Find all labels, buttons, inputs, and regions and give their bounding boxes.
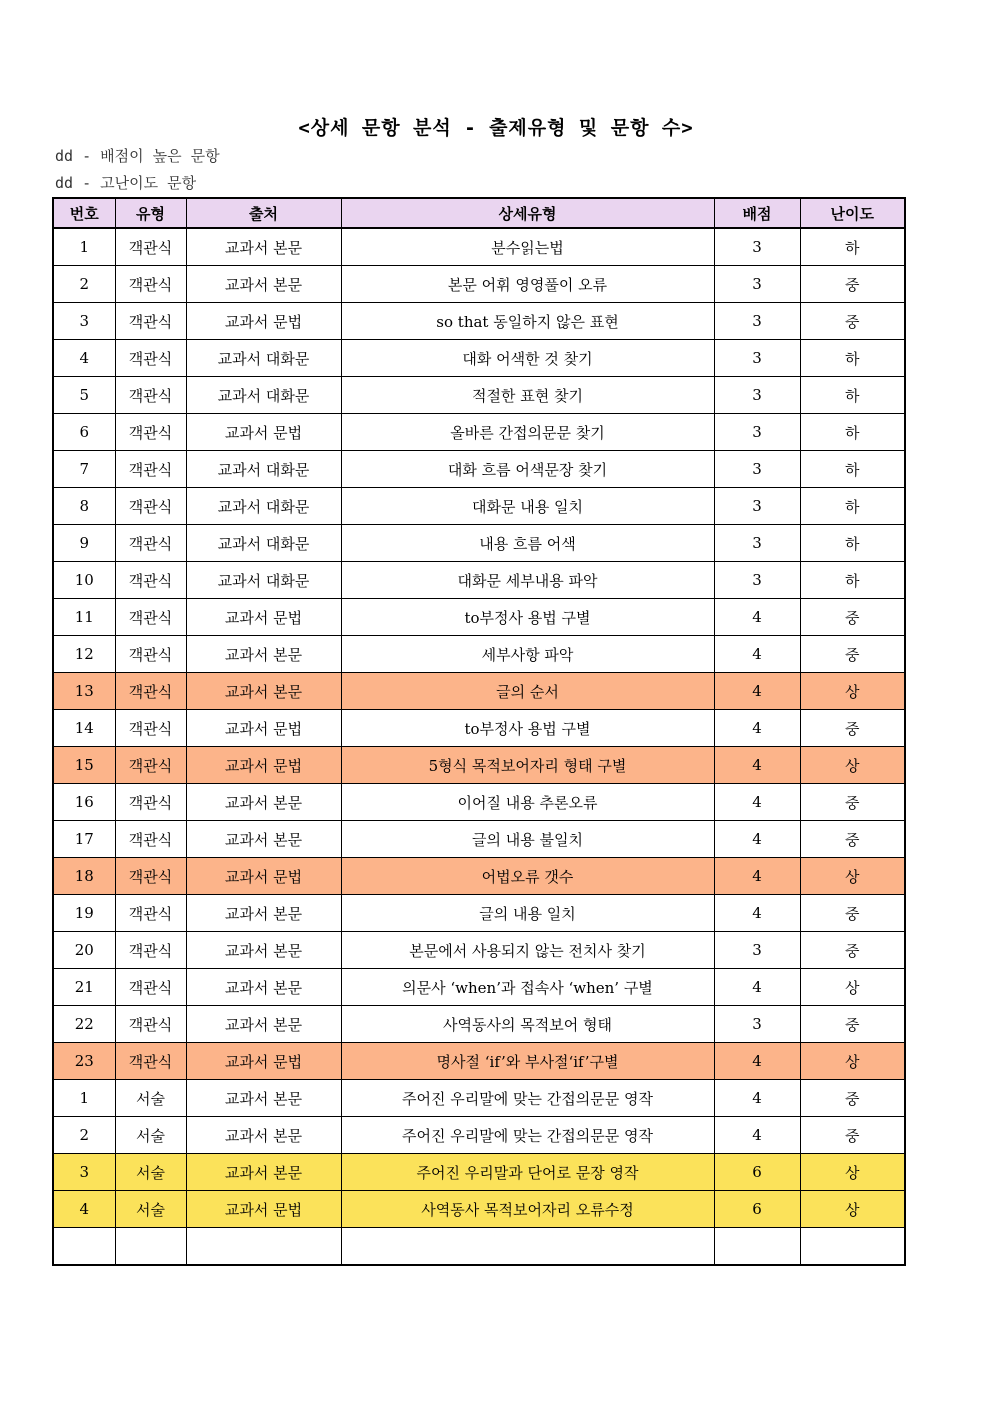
- cell-detail-type: 사역동사 목적보어자리 오류수정: [341, 1191, 714, 1228]
- cell-difficulty: 중: [800, 932, 905, 969]
- cell-source: 교과서 본문: [186, 1080, 341, 1117]
- cell-score: 6: [714, 1191, 800, 1228]
- table-row: [53, 895, 905, 932]
- cell-source: 교과서 대화문: [186, 377, 341, 414]
- cell-difficulty: 중: [800, 821, 905, 858]
- cell-source: 교과서 대화문: [186, 488, 341, 525]
- cell-detail-type: to부정사 용법 구별: [341, 599, 714, 636]
- cell-number: 1: [53, 228, 115, 266]
- table-row: [53, 1006, 905, 1043]
- cell-difficulty: 하: [800, 228, 905, 266]
- cell-detail-type: 본문 어휘 영영풀이 오류: [341, 266, 714, 303]
- cell-score: 3: [714, 303, 800, 340]
- cell-difficulty: 상: [800, 969, 905, 1006]
- cell-source: 교과서 본문: [186, 673, 341, 710]
- cell-number: 18: [53, 858, 115, 895]
- cell-source: 교과서 문법: [186, 1191, 341, 1228]
- cell-number: 13: [53, 673, 115, 710]
- table-row: [53, 488, 905, 525]
- header-source: 출처: [186, 198, 341, 228]
- table-row: [53, 377, 905, 414]
- legend-high-difficulty: dd - 고난이도 문항: [55, 174, 197, 192]
- cell-type: 서술: [115, 1117, 186, 1154]
- table-row: [53, 562, 905, 599]
- cell-type: [115, 1228, 186, 1266]
- cell-number: [53, 1228, 115, 1266]
- cell-score: 6: [714, 1154, 800, 1191]
- cell-number: 1: [53, 1080, 115, 1117]
- table-row: [53, 599, 905, 636]
- cell-score: 3: [714, 414, 800, 451]
- header-detail-type: 상세유형: [341, 198, 714, 228]
- cell-type: 서술: [115, 1154, 186, 1191]
- cell-detail-type: 글의 순서: [341, 673, 714, 710]
- cell-score: 3: [714, 451, 800, 488]
- cell-detail-type: 적절한 표현 찾기: [341, 377, 714, 414]
- cell-detail-type: 대화 흐름 어색문장 찾기: [341, 451, 714, 488]
- table-row: [53, 1154, 905, 1191]
- cell-detail-type: so that 동일하지 않은 표현: [341, 303, 714, 340]
- table-header-row: [53, 198, 905, 228]
- cell-source: 교과서 본문: [186, 784, 341, 821]
- cell-type: 객관식: [115, 710, 186, 747]
- cell-difficulty: 하: [800, 414, 905, 451]
- cell-score: 4: [714, 1117, 800, 1154]
- cell-source: 교과서 문법: [186, 414, 341, 451]
- cell-detail-type: 올바른 간접의문문 찾기: [341, 414, 714, 451]
- cell-detail-type: [341, 1228, 714, 1266]
- cell-number: 2: [53, 266, 115, 303]
- cell-source: 교과서 문법: [186, 599, 341, 636]
- cell-score: 3: [714, 340, 800, 377]
- cell-number: 2: [53, 1117, 115, 1154]
- cell-detail-type: 5형식 목적보어자리 형태 구별: [341, 747, 714, 784]
- cell-type: 객관식: [115, 969, 186, 1006]
- cell-source: 교과서 본문: [186, 895, 341, 932]
- cell-number: 9: [53, 525, 115, 562]
- cell-difficulty: 중: [800, 636, 905, 673]
- cell-type: 서술: [115, 1191, 186, 1228]
- cell-difficulty: 상: [800, 1191, 905, 1228]
- table-row: [53, 710, 905, 747]
- cell-type: 객관식: [115, 636, 186, 673]
- table-row: [53, 1228, 905, 1266]
- cell-score: 4: [714, 599, 800, 636]
- cell-difficulty: 중: [800, 303, 905, 340]
- cell-source: 교과서 문법: [186, 747, 341, 784]
- cell-difficulty: 상: [800, 1154, 905, 1191]
- cell-detail-type: 대화문 내용 일치: [341, 488, 714, 525]
- table-row: [53, 747, 905, 784]
- cell-detail-type: 분수읽는법: [341, 228, 714, 266]
- cell-type: 객관식: [115, 932, 186, 969]
- cell-type: 객관식: [115, 1006, 186, 1043]
- cell-detail-type: 어법오류 갯수: [341, 858, 714, 895]
- cell-difficulty: 중: [800, 895, 905, 932]
- cell-type: 객관식: [115, 673, 186, 710]
- cell-source: 교과서 본문: [186, 1154, 341, 1191]
- cell-source: 교과서 본문: [186, 1117, 341, 1154]
- cell-type: 객관식: [115, 821, 186, 858]
- cell-detail-type: 이어질 내용 추론오류: [341, 784, 714, 821]
- cell-number: 22: [53, 1006, 115, 1043]
- table-row: [53, 1043, 905, 1080]
- header-number: 번호: [53, 198, 115, 228]
- cell-score: 3: [714, 562, 800, 599]
- cell-type: 객관식: [115, 488, 186, 525]
- cell-source: 교과서 본문: [186, 228, 341, 266]
- cell-score: 4: [714, 858, 800, 895]
- cell-type: 객관식: [115, 303, 186, 340]
- cell-source: 교과서 대화문: [186, 525, 341, 562]
- cell-source: 교과서 본문: [186, 969, 341, 1006]
- cell-type: 객관식: [115, 784, 186, 821]
- cell-number: 14: [53, 710, 115, 747]
- cell-source: 교과서 본문: [186, 1006, 341, 1043]
- legend-high-score: dd - 배점이 높은 문항: [55, 147, 220, 165]
- table-row: [53, 636, 905, 673]
- cell-number: 5: [53, 377, 115, 414]
- cell-score: 3: [714, 525, 800, 562]
- cell-score: 3: [714, 266, 800, 303]
- table-row: [53, 525, 905, 562]
- page-title: <상세 문항 분석 - 출제유형 및 문항 수>: [298, 117, 694, 139]
- cell-source: 교과서 문법: [186, 710, 341, 747]
- table-row: [53, 303, 905, 340]
- cell-source: 교과서 본문: [186, 821, 341, 858]
- header-score: 배점: [714, 198, 800, 228]
- cell-score: 3: [714, 377, 800, 414]
- cell-score: [714, 1228, 800, 1266]
- cell-type: 객관식: [115, 266, 186, 303]
- cell-score: 3: [714, 488, 800, 525]
- cell-difficulty: 하: [800, 562, 905, 599]
- cell-type: 객관식: [115, 525, 186, 562]
- cell-number: 15: [53, 747, 115, 784]
- cell-type: 객관식: [115, 340, 186, 377]
- cell-detail-type: 세부사항 파악: [341, 636, 714, 673]
- cell-difficulty: 하: [800, 488, 905, 525]
- cell-difficulty: 중: [800, 1006, 905, 1043]
- cell-difficulty: 상: [800, 747, 905, 784]
- cell-difficulty: [800, 1228, 905, 1266]
- cell-type: 객관식: [115, 414, 186, 451]
- table-row: [53, 858, 905, 895]
- cell-score: 4: [714, 1080, 800, 1117]
- cell-score: 4: [714, 969, 800, 1006]
- cell-difficulty: 상: [800, 1043, 905, 1080]
- cell-number: 3: [53, 1154, 115, 1191]
- table-row: [53, 266, 905, 303]
- table-row: [53, 784, 905, 821]
- cell-difficulty: 중: [800, 1080, 905, 1117]
- cell-detail-type: 주어진 우리말과 단어로 문장 영작: [341, 1154, 714, 1191]
- cell-detail-type: 글의 내용 불일치: [341, 821, 714, 858]
- cell-number: 23: [53, 1043, 115, 1080]
- cell-number: 7: [53, 451, 115, 488]
- question-analysis-table: [52, 197, 906, 1266]
- cell-difficulty: 하: [800, 340, 905, 377]
- cell-detail-type: 주어진 우리말에 맞는 간접의문문 영작: [341, 1080, 714, 1117]
- table-row: [53, 451, 905, 488]
- cell-type: 객관식: [115, 858, 186, 895]
- table-row: [53, 1080, 905, 1117]
- cell-detail-type: 명사절 ‘if’와 부사절‘if’구별: [341, 1043, 714, 1080]
- cell-source: 교과서 대화문: [186, 562, 341, 599]
- cell-number: 10: [53, 562, 115, 599]
- cell-difficulty: 하: [800, 451, 905, 488]
- table-row: [53, 414, 905, 451]
- cell-number: 19: [53, 895, 115, 932]
- cell-score: 3: [714, 932, 800, 969]
- cell-score: 3: [714, 228, 800, 266]
- table-row: [53, 228, 905, 266]
- cell-number: 20: [53, 932, 115, 969]
- cell-number: 8: [53, 488, 115, 525]
- cell-number: 6: [53, 414, 115, 451]
- cell-number: 21: [53, 969, 115, 1006]
- cell-type: 객관식: [115, 895, 186, 932]
- cell-number: 3: [53, 303, 115, 340]
- cell-detail-type: 본문에서 사용되지 않는 전치사 찾기: [341, 932, 714, 969]
- table-row: [53, 340, 905, 377]
- cell-detail-type: 사역동사의 목적보어 형태: [341, 1006, 714, 1043]
- cell-detail-type: 주어진 우리말에 맞는 간접의문문 영작: [341, 1117, 714, 1154]
- cell-source: 교과서 문법: [186, 858, 341, 895]
- table-row: [53, 1191, 905, 1228]
- cell-difficulty: 중: [800, 266, 905, 303]
- cell-score: 4: [714, 895, 800, 932]
- cell-source: 교과서 문법: [186, 1043, 341, 1080]
- cell-number: 4: [53, 1191, 115, 1228]
- cell-difficulty: 중: [800, 1117, 905, 1154]
- header-difficulty: 난이도: [800, 198, 905, 228]
- table-row: [53, 969, 905, 1006]
- cell-type: 객관식: [115, 747, 186, 784]
- cell-source: 교과서 본문: [186, 636, 341, 673]
- cell-number: 17: [53, 821, 115, 858]
- cell-source: [186, 1228, 341, 1266]
- cell-source: 교과서 본문: [186, 932, 341, 969]
- cell-score: 4: [714, 636, 800, 673]
- cell-source: 교과서 본문: [186, 266, 341, 303]
- cell-detail-type: 대화문 세부내용 파악: [341, 562, 714, 599]
- cell-type: 객관식: [115, 1043, 186, 1080]
- cell-score: 4: [714, 710, 800, 747]
- cell-score: 4: [714, 673, 800, 710]
- cell-type: 객관식: [115, 562, 186, 599]
- cell-score: 3: [714, 1006, 800, 1043]
- cell-difficulty: 중: [800, 599, 905, 636]
- table-row: [53, 821, 905, 858]
- cell-difficulty: 상: [800, 673, 905, 710]
- cell-number: 4: [53, 340, 115, 377]
- cell-type: 서술: [115, 1080, 186, 1117]
- cell-difficulty: 중: [800, 710, 905, 747]
- cell-score: 4: [714, 821, 800, 858]
- header-type: 유형: [115, 198, 186, 228]
- cell-detail-type: 의문사 ‘when’과 접속사 ‘when’ 구별: [341, 969, 714, 1006]
- cell-type: 객관식: [115, 451, 186, 488]
- cell-type: 객관식: [115, 228, 186, 266]
- cell-number: 12: [53, 636, 115, 673]
- cell-source: 교과서 대화문: [186, 340, 341, 377]
- table-row: [53, 932, 905, 969]
- cell-score: 4: [714, 784, 800, 821]
- cell-detail-type: 내용 흐름 어색: [341, 525, 714, 562]
- table-row: [53, 1117, 905, 1154]
- cell-detail-type: 글의 내용 일치: [341, 895, 714, 932]
- cell-source: 교과서 문법: [186, 303, 341, 340]
- cell-detail-type: to부정사 용법 구별: [341, 710, 714, 747]
- cell-detail-type: 대화 어색한 것 찾기: [341, 340, 714, 377]
- cell-type: 객관식: [115, 377, 186, 414]
- table-row: [53, 673, 905, 710]
- cell-difficulty: 하: [800, 377, 905, 414]
- cell-number: 11: [53, 599, 115, 636]
- cell-type: 객관식: [115, 599, 186, 636]
- cell-score: 4: [714, 747, 800, 784]
- cell-difficulty: 상: [800, 858, 905, 895]
- cell-source: 교과서 대화문: [186, 451, 341, 488]
- cell-score: 4: [714, 1043, 800, 1080]
- cell-number: 16: [53, 784, 115, 821]
- cell-difficulty: 중: [800, 784, 905, 821]
- cell-difficulty: 하: [800, 525, 905, 562]
